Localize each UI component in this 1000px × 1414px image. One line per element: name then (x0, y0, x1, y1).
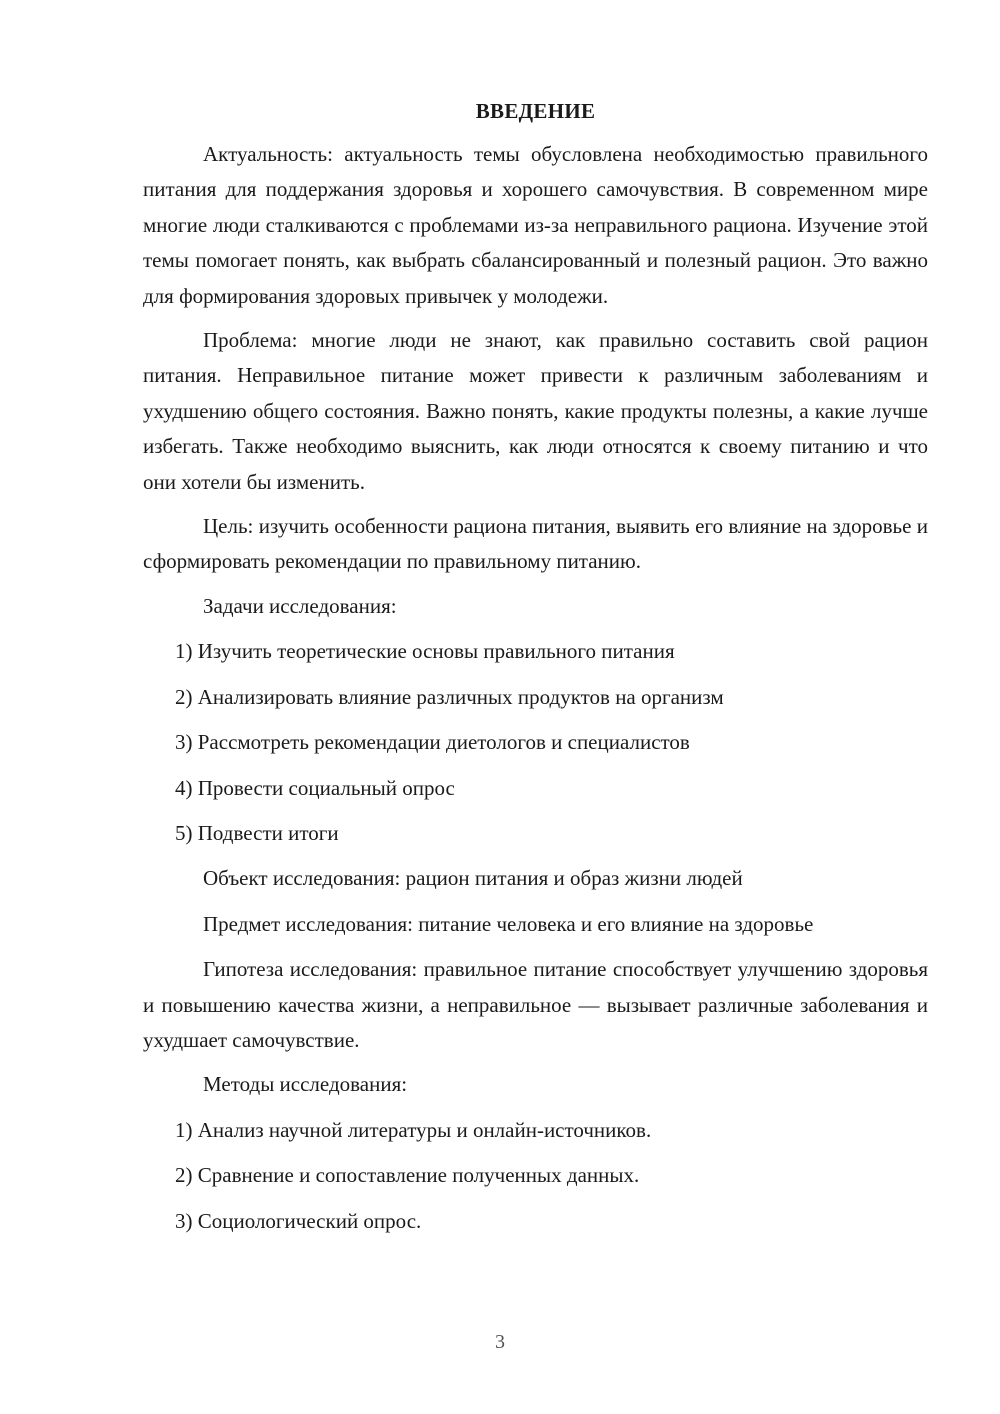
methods-heading: Методы исследования: (203, 1072, 408, 1097)
methods-list (143, 1113, 928, 1239)
hypothesis-paragraph: Гипотеза исследования: правильное питание способствует улучшению здоровья и повышению качества жизни, а неправильное — вызывает различные заболевания и ухудшает самочувствие. (143, 957, 928, 1052)
document-page (143, 96, 928, 1249)
section-title: ВВЕДЕНИЕ (475, 99, 596, 123)
problem-paragraph: Проблема: многие люди не знают, как правильно составить свой рацион питания. Неправильное питание может привести к различным заболеваниям и ухудшению общего состояния. Важно понять, какие продукты полезны, а какие лучше избегать. Также необходимо выяснить, как люди относятся к своему питанию и что они хотели бы изменить. (143, 328, 928, 494)
list-item: 1) Изучить теоретические основы правильного питания (175, 639, 675, 664)
tasks-list (143, 634, 928, 851)
list-item: 3) Социологический опрос. (175, 1208, 422, 1233)
tasks-heading: Задачи исследования: (203, 593, 397, 618)
list-item: 4) Провести социальный опрос (175, 775, 455, 800)
list-item: 3) Рассмотреть рекомендации диетологов и специалистов (175, 730, 690, 755)
list-item: 2) Анализировать влияние различных продуктов на организм (175, 684, 724, 709)
list-item: 2) Сравнение и сопоставление полученных данных. (175, 1163, 640, 1188)
page-number: 3 (495, 1331, 505, 1353)
relevance-paragraph: Актуальность: актуальность темы обусловлена необходимостью правильного питания для поддержания здоровья и хорошего самочувствия. В современном мире многие люди сталкиваются с проблемами из-за неправильного рациона. Изучение этой темы помогает понять, как выбрать сбалансированный и полезный рацион. Это важно для формирования здоровых привычек у молодежи. (143, 142, 928, 308)
list-item: 1) Анализ научной литературы и онлайн-источников. (175, 1117, 652, 1142)
subject-line: Предмет исследования: питание человека и его влияние на здоровье (203, 911, 814, 936)
list-item: 5) Подвести итоги (175, 820, 339, 845)
goal-paragraph: Цель: изучить особенности рациона питания, выявить его влияние на здоровье и сформировать рекомендации по правильному питанию. (143, 514, 928, 574)
object-line: Объект исследования: рацион питания и образ жизни людей (203, 866, 743, 891)
